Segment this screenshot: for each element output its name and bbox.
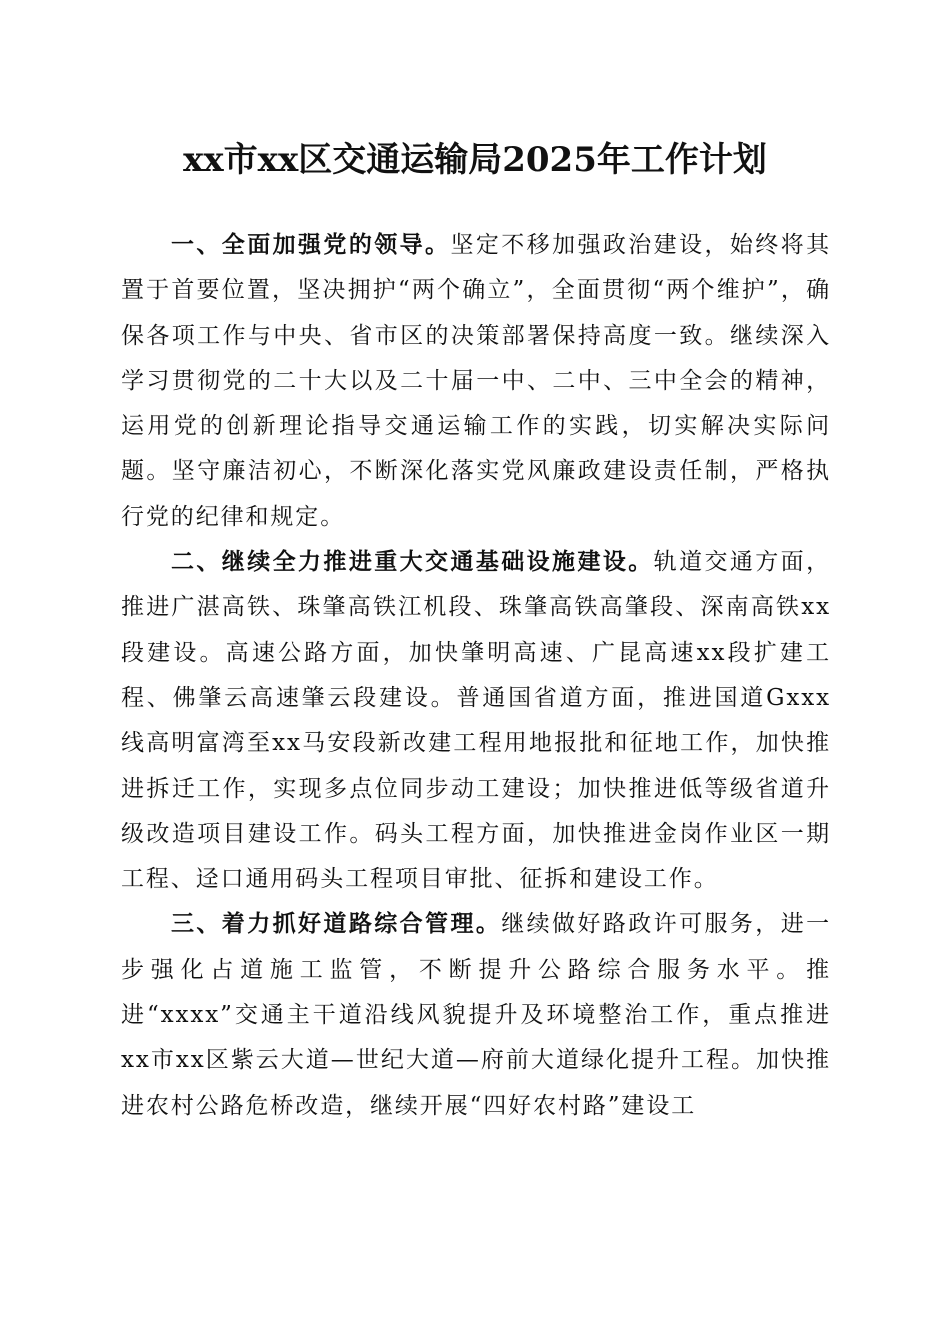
- paragraph-text: 轨道交通方面，推进广湛高铁、珠肇高铁江机段、珠肇高铁高肇段、深南高铁xx段建设。高速公路方面，加快肇明高速、广昆高速xx段扩建工程、佛肇云高速肇云段建设。普通国省道方面，推进国道Gxxx线高明富湾至xx马安段新改建工程用地报批和征地工作，加快推进拆迁工作，实现多点位同步动工建设；加快推进低等级省道升级改造项目建设工作。码头工程方面，加快推进金岗作业区一期工程、迳口通用码头工程项目审批、征拆和建设工作。: [121, 549, 831, 893]
- paragraph-road-management: [121, 902, 831, 1128]
- paragraph-text: 坚定不移加强政治建设，始终将其置于首要位置，坚决拥护“两个确立”，全面贯彻“两个维护”，确保各项工作与中央、省市区的决策部署保持高度一致。继续深入学习贯彻党的二十大以及二十届一中、二中、三中全会的精神，运用党的创新理论指导交通运输工作的实践，切实解决实际问题。坚守廉洁初心，不断深化落实党风廉政建设责任制，严格执行党的纪律和规定。: [121, 232, 832, 530]
- paragraph-heading: 三、着力抓好道路综合管理。: [171, 911, 502, 938]
- document-body: [121, 223, 831, 1129]
- paragraph-heading: 二、继续全力推进重大交通基础设施建设。: [171, 549, 654, 576]
- paragraph-infrastructure: [121, 540, 831, 902]
- document-title: xx市xx区交通运输局2025年工作计划: [183, 140, 767, 180]
- paragraph-text: 继续做好路政许可服务，进一步强化占道施工监管，不断提升公路综合服务水平。推进“xxxx”交通主干道沿线风貌提升及环境整治工作，重点推进xx市xx区紫云大道—世纪大道—府前大道绿化提升工程。加快推进农村公路危桥改造，继续开展“四好农村路”建设工: [121, 911, 831, 1119]
- paragraph-party-leadership: [121, 223, 831, 540]
- paragraph-heading: 一、全面加强党的领导。: [171, 232, 451, 258]
